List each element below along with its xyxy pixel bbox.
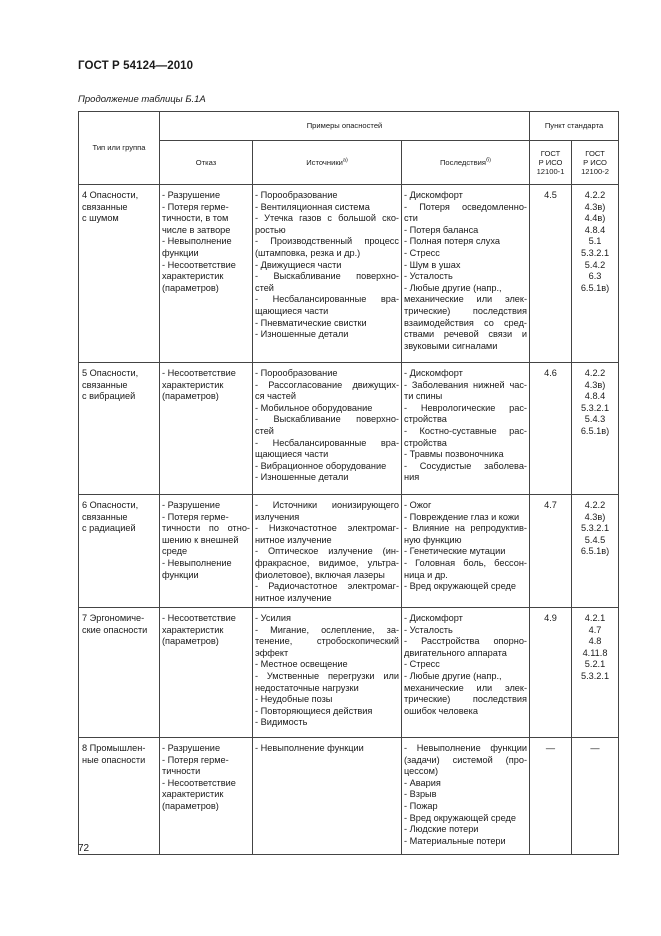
cell-failure-line: числе в затворе bbox=[162, 224, 231, 235]
cell-failure-line: - Потеря герме- bbox=[162, 754, 229, 765]
cell-std2-line: 4.4в) bbox=[584, 213, 606, 224]
cell-consequences-line: механические или элек- bbox=[404, 294, 527, 305]
cell-sources-line: - Мобильное оборудование bbox=[255, 402, 373, 413]
cell-std1-line: 4.7 bbox=[544, 500, 557, 510]
cell-consequences-line: - Стресс bbox=[404, 659, 440, 670]
cell-failure bbox=[160, 608, 253, 738]
cell-failure-line: характеристик bbox=[162, 624, 224, 635]
cell-consequences-line: трические) последствия bbox=[404, 694, 527, 705]
header-std2-line: 12100-2 bbox=[581, 167, 609, 177]
cell-sources-line: - Производственный процесс bbox=[255, 236, 399, 247]
cell-sources-line: - Видимость bbox=[255, 717, 308, 728]
cell-failure-line: характеристик bbox=[162, 271, 224, 282]
cell-failure-line: - Разрушение bbox=[162, 500, 221, 510]
cell-group-line: ские опасности bbox=[82, 624, 148, 635]
cell-failure-line: - Несоответствие bbox=[162, 777, 236, 788]
cell-failure-line: (параметров) bbox=[162, 282, 219, 293]
cell-sources-line: - Умственные перегрузки или bbox=[255, 670, 399, 681]
cell-group-line: связанные bbox=[82, 511, 128, 522]
header-clause: Пункт стандарта bbox=[530, 112, 619, 141]
cell-consequences bbox=[402, 608, 530, 738]
cell-consequences-line: стройства bbox=[404, 414, 447, 425]
cell-std2-line: 6.5.1в) bbox=[580, 425, 610, 436]
cell-consequences-line: механические или элек- bbox=[404, 682, 527, 693]
cell-std2-line: 5.3.2.1 bbox=[580, 670, 610, 681]
cell-std2-line: 4.2.2 bbox=[584, 190, 606, 200]
cell-group bbox=[79, 185, 160, 363]
table-row bbox=[79, 608, 619, 738]
cell-consequences-line: - Расстройства опорно- bbox=[404, 636, 527, 647]
cell-consequences-line: ную функцию bbox=[404, 534, 462, 545]
cell-consequences bbox=[402, 363, 530, 495]
cell-std2-line: 4.3в) bbox=[584, 379, 606, 390]
cell-consequences-line: стройства bbox=[404, 437, 447, 448]
cell-std2-line: 4.2.2 bbox=[584, 500, 606, 510]
cell-std2-line: 5.4.5 bbox=[584, 534, 606, 545]
cell-consequences-line: - Пожар bbox=[404, 800, 438, 811]
cell-consequences-line: - Головная боль, бессон- bbox=[404, 557, 527, 568]
cell-consequences-line: - Материальные потери bbox=[404, 835, 506, 846]
header-consequences-note: б) bbox=[486, 157, 492, 164]
header-failure: Отказ bbox=[160, 141, 253, 185]
cell-consequences-line: - Вред окружающей среде bbox=[404, 581, 516, 592]
cell-consequences-line: ствами речевой связи и bbox=[404, 329, 527, 340]
cell-group-line: 6 Опасности, bbox=[82, 500, 139, 510]
cell-failure bbox=[160, 738, 253, 855]
cell-std2-line: 4.8 bbox=[588, 636, 602, 647]
cell-sources-line: ростью bbox=[255, 224, 286, 235]
cell-std1-line: 4.6 bbox=[544, 368, 557, 378]
cell-consequences-line: - Взрыв bbox=[404, 789, 437, 800]
cell-sources-line: - Выскабливание поверхно- bbox=[255, 414, 399, 425]
page-number: 72 bbox=[78, 843, 90, 854]
cell-sources-line: - Несбалансированные вра- bbox=[255, 294, 399, 305]
cell-std2-line: 5.1 bbox=[588, 236, 602, 247]
cell-sources-line: стей bbox=[255, 425, 274, 436]
cell-consequences-line: двигательного аппарата bbox=[404, 647, 507, 658]
cell-consequences-line: - Сосудистые заболева- bbox=[404, 460, 527, 471]
cell-group bbox=[79, 495, 160, 608]
table-caption: Продолжение таблицы Б.1А bbox=[78, 94, 206, 105]
cell-sources-line: фракрасное, видимое, ультра- bbox=[255, 557, 399, 568]
cell-failure-line: - Невыполнение bbox=[162, 557, 232, 568]
cell-group-line: с радиацией bbox=[82, 523, 136, 534]
cell-consequences-line: - Влияние на репродуктив- bbox=[404, 523, 527, 534]
cell-consequences-line: - Авария bbox=[404, 777, 441, 788]
cell-sources-line: (штамповка, резка и др.) bbox=[255, 247, 361, 258]
cell-consequences-line: - Усталость bbox=[404, 271, 453, 282]
header-std2-line: ГОСТ bbox=[585, 148, 605, 158]
cell-sources bbox=[253, 363, 402, 495]
cell-sources-line: излучения bbox=[255, 511, 300, 522]
cell-std1-line: 4.9 bbox=[544, 613, 557, 623]
cell-std2-line: 5.4.2 bbox=[584, 259, 606, 270]
cell-consequences-line: взаимодействия со сред- bbox=[404, 317, 527, 328]
header-consequences bbox=[402, 141, 530, 185]
cell-consequences-line: ница и др. bbox=[404, 569, 448, 580]
cell-std2-line: 5.3.2.1 bbox=[580, 402, 610, 413]
cell-consequences-line: (задачи) системой (про- bbox=[404, 754, 527, 765]
cell-std2-line: 4.3в) bbox=[584, 511, 606, 522]
cell-consequences-line: - Стресс bbox=[404, 247, 440, 258]
cell-sources-line: - Неудобные позы bbox=[255, 694, 333, 705]
cell-failure-line: - Разрушение bbox=[162, 190, 221, 200]
cell-failure-line: тичности, в том bbox=[162, 213, 229, 224]
hazards-table bbox=[78, 111, 619, 855]
cell-failure-line: - Несоответствие bbox=[162, 613, 236, 623]
cell-consequences-line: сти bbox=[404, 213, 418, 224]
cell-failure-line: характеристик bbox=[162, 789, 224, 800]
cell-failure-line: функции bbox=[162, 569, 199, 580]
cell-consequences-line: - Дискомфорт bbox=[404, 368, 463, 378]
cell-consequences-line: - Травмы позвоночника bbox=[404, 449, 504, 460]
cell-failure-line: шению к внешней bbox=[162, 534, 239, 545]
cell-failure-line: - Несоответствие bbox=[162, 259, 236, 270]
header-consequences-label: Последствия bbox=[439, 157, 487, 167]
header-std1-line: ГОСТ bbox=[540, 148, 561, 158]
cell-sources-line: - Выскабливание поверхно- bbox=[255, 271, 399, 282]
header-std1-line: 12100-1 bbox=[536, 167, 565, 177]
cell-group bbox=[79, 738, 160, 855]
cell-sources-line: недостаточные нагрузки bbox=[255, 682, 359, 693]
cell-sources-line: тенение, стробоскопический bbox=[255, 636, 399, 647]
table-row bbox=[79, 738, 619, 855]
cell-consequences bbox=[402, 495, 530, 608]
cell-consequences-line: - Потеря осведомленно- bbox=[404, 201, 527, 212]
cell-std2-line: 4.2.1 bbox=[584, 613, 606, 623]
cell-group-line: с шумом bbox=[82, 213, 119, 224]
cell-sources-line: - Движущиеся части bbox=[255, 259, 342, 270]
cell-consequences-line: - Генетические мутации bbox=[404, 546, 506, 557]
cell-std2-line: 5.3.2.1 bbox=[580, 523, 610, 534]
cell-std1 bbox=[530, 495, 572, 608]
cell-std2 bbox=[572, 185, 619, 363]
cell-std2-line: 5.3.2.1 bbox=[580, 247, 610, 258]
cell-std2-line: 6.3 bbox=[588, 271, 602, 282]
cell-consequences-line: - Костно-суставные рас- bbox=[404, 425, 527, 436]
cell-consequences bbox=[402, 738, 530, 855]
cell-sources bbox=[253, 608, 402, 738]
cell-consequences-line: - Заболевания нижней час- bbox=[404, 379, 527, 390]
cell-sources bbox=[253, 495, 402, 608]
cell-consequences-line: ти спины bbox=[404, 391, 443, 402]
cell-group-line: ные опасности bbox=[82, 754, 146, 765]
cell-failure-line: - Разрушение bbox=[162, 743, 221, 753]
cell-consequences-line: ошибок человека bbox=[404, 705, 478, 716]
cell-failure-line: - Потеря герме- bbox=[162, 201, 229, 212]
cell-sources-line: нитное излучение bbox=[255, 534, 332, 545]
header-sources-note: а) bbox=[342, 157, 348, 164]
cell-sources-line: фиолетовое), включая лазеры bbox=[255, 569, 385, 580]
cell-sources-line: - Источники ионизирующего bbox=[255, 500, 399, 510]
cell-std1 bbox=[530, 738, 572, 855]
cell-sources-line: - Низкочастотное электромаг- bbox=[255, 523, 399, 534]
header-sources-label: Источники bbox=[306, 157, 343, 167]
cell-group-line: с вибрацией bbox=[82, 391, 136, 402]
cell-consequences-line: - Потеря баланса bbox=[404, 224, 479, 235]
cell-sources-line: - Вентиляционная система bbox=[255, 201, 370, 212]
cell-group-line: 4 Опасности, bbox=[82, 190, 139, 200]
cell-std2-line: 5.4.3 bbox=[584, 414, 606, 425]
cell-std2 bbox=[572, 363, 619, 495]
cell-failure-line: - Потеря герме- bbox=[162, 511, 229, 522]
cell-consequences-line: трические) последствия bbox=[404, 305, 527, 316]
cell-failure-line: (параметров) bbox=[162, 391, 219, 402]
cell-failure-line: (параметров) bbox=[162, 636, 219, 647]
cell-std2 bbox=[572, 738, 619, 855]
document-header: ГОСТ Р 54124—2010 bbox=[78, 60, 194, 72]
cell-failure-line: тичности по отно- bbox=[162, 523, 250, 534]
cell-consequences-line: - Невыполнение функции bbox=[404, 743, 527, 753]
cell-group-line: 8 Промышлен- bbox=[82, 743, 146, 753]
cell-sources-line: - Изношенные детали bbox=[255, 329, 349, 340]
cell-consequences-line: - Любые другие (напр., bbox=[404, 282, 502, 293]
cell-failure-line: характеристик bbox=[162, 379, 224, 390]
cell-failure-line: среде bbox=[162, 546, 188, 557]
cell-sources-line: - Повторяющиеся действия bbox=[255, 705, 373, 716]
cell-sources-line: - Радиочастотное электромаг- bbox=[255, 581, 399, 592]
table-row bbox=[79, 363, 619, 495]
cell-std2-line: 4.8.4 bbox=[584, 391, 606, 402]
cell-std1 bbox=[530, 608, 572, 738]
header-group: Тип или группа bbox=[79, 112, 160, 185]
cell-sources-line: нитное излучение bbox=[255, 592, 332, 603]
cell-failure bbox=[160, 185, 253, 363]
cell-consequences-line: - Повреждение глаз и кожи bbox=[404, 511, 520, 522]
cell-consequences-line: - Шум в ушах bbox=[404, 259, 461, 270]
cell-sources-line: ся частей bbox=[255, 391, 296, 402]
header-std2 bbox=[572, 141, 619, 185]
cell-consequences bbox=[402, 185, 530, 363]
cell-group-line: 7 Эргономиче- bbox=[82, 613, 145, 623]
cell-sources-line: - Изношенные детали bbox=[255, 472, 349, 483]
cell-std2-line: 5.2.1 bbox=[584, 659, 606, 670]
cell-std1 bbox=[530, 185, 572, 363]
cell-sources-line: - Порообразование bbox=[255, 368, 338, 378]
cell-consequences-line: - Вред окружающей среде bbox=[404, 812, 516, 823]
cell-group bbox=[79, 608, 160, 738]
cell-std2-line: 6.5.1в) bbox=[580, 546, 610, 557]
cell-sources bbox=[253, 738, 402, 855]
cell-sources-line: - Вибрационное оборудование bbox=[255, 460, 387, 471]
cell-sources-line: эффект bbox=[255, 647, 289, 658]
cell-std2-line: 4.7 bbox=[588, 624, 602, 635]
cell-std1-line: 4.5 bbox=[544, 190, 557, 200]
cell-consequences-line: ния bbox=[404, 472, 420, 483]
cell-failure-line: тичности bbox=[162, 766, 201, 777]
cell-group-line: связанные bbox=[82, 379, 128, 390]
cell-sources-line: щающиеся части bbox=[255, 305, 329, 316]
cell-consequences-line: - Дискомфорт bbox=[404, 613, 463, 623]
cell-std2-line: — bbox=[590, 743, 600, 753]
cell-sources-line: - Местное освещение bbox=[255, 659, 348, 670]
cell-sources-line: - Несбалансированные вра- bbox=[255, 437, 399, 448]
cell-consequences-line: - Любые другие (напр., bbox=[404, 670, 502, 681]
header-sources bbox=[253, 141, 402, 185]
cell-sources-line: - Порообразование bbox=[255, 190, 338, 200]
cell-std1 bbox=[530, 363, 572, 495]
cell-consequences-line: - Дискомфорт bbox=[404, 190, 463, 200]
cell-std1-line: — bbox=[545, 743, 556, 753]
cell-std2-line: 4.11.8 bbox=[582, 647, 608, 658]
cell-group bbox=[79, 363, 160, 495]
cell-consequences-line: - Усталость bbox=[404, 624, 453, 635]
cell-sources-line: - Невыполнение функции bbox=[255, 743, 364, 753]
cell-std2-line: 6.5.1в) bbox=[580, 282, 610, 293]
cell-std2-line: 4.3в) bbox=[584, 201, 606, 212]
cell-consequences-line: - Полная потеря слуха bbox=[404, 236, 500, 247]
cell-sources-line: стей bbox=[255, 282, 274, 293]
cell-consequences-line: - Людские потери bbox=[404, 824, 479, 835]
cell-failure bbox=[160, 363, 253, 495]
header-std1-line: Р ИСО bbox=[538, 157, 563, 167]
cell-consequences-line: звуковыми сигналами bbox=[404, 340, 498, 351]
cell-sources-line: щающиеся части bbox=[255, 449, 329, 460]
cell-failure bbox=[160, 495, 253, 608]
cell-sources bbox=[253, 185, 402, 363]
cell-sources-line: - Рассогласование движущих- bbox=[255, 379, 399, 390]
table-row bbox=[79, 185, 619, 363]
cell-consequences-line: - Неврологические рас- bbox=[404, 402, 527, 413]
cell-sources-line: - Пневматические свистки bbox=[255, 317, 367, 328]
cell-sources-line: - Оптическое излучение (ин- bbox=[255, 546, 399, 557]
cell-failure-line: - Невыполнение bbox=[162, 236, 232, 247]
cell-std2 bbox=[572, 495, 619, 608]
header-std1 bbox=[530, 141, 572, 185]
cell-sources-line: - Мигание, ослепление, за- bbox=[255, 624, 399, 635]
cell-failure-line: - Несоответствие bbox=[162, 368, 236, 378]
header-std2-line: Р ИСО bbox=[583, 157, 607, 167]
cell-group-line: 5 Опасности, bbox=[82, 368, 139, 378]
cell-consequences-line: цессом) bbox=[404, 766, 439, 777]
cell-sources-line: - Утечка газов с большой ско- bbox=[255, 213, 399, 224]
cell-std2-line: 4.2.2 bbox=[584, 368, 606, 378]
table-row bbox=[79, 495, 619, 608]
cell-sources-line: - Усилия bbox=[255, 613, 292, 623]
cell-group-line: связанные bbox=[82, 201, 128, 212]
cell-failure-line: (параметров) bbox=[162, 800, 219, 811]
cell-consequences-line: - Ожог bbox=[404, 500, 432, 510]
cell-std2-line: 4.8.4 bbox=[584, 224, 606, 235]
cell-failure-line: функции bbox=[162, 247, 199, 258]
header-examples: Примеры опасностей bbox=[160, 112, 530, 141]
cell-std2 bbox=[572, 608, 619, 738]
